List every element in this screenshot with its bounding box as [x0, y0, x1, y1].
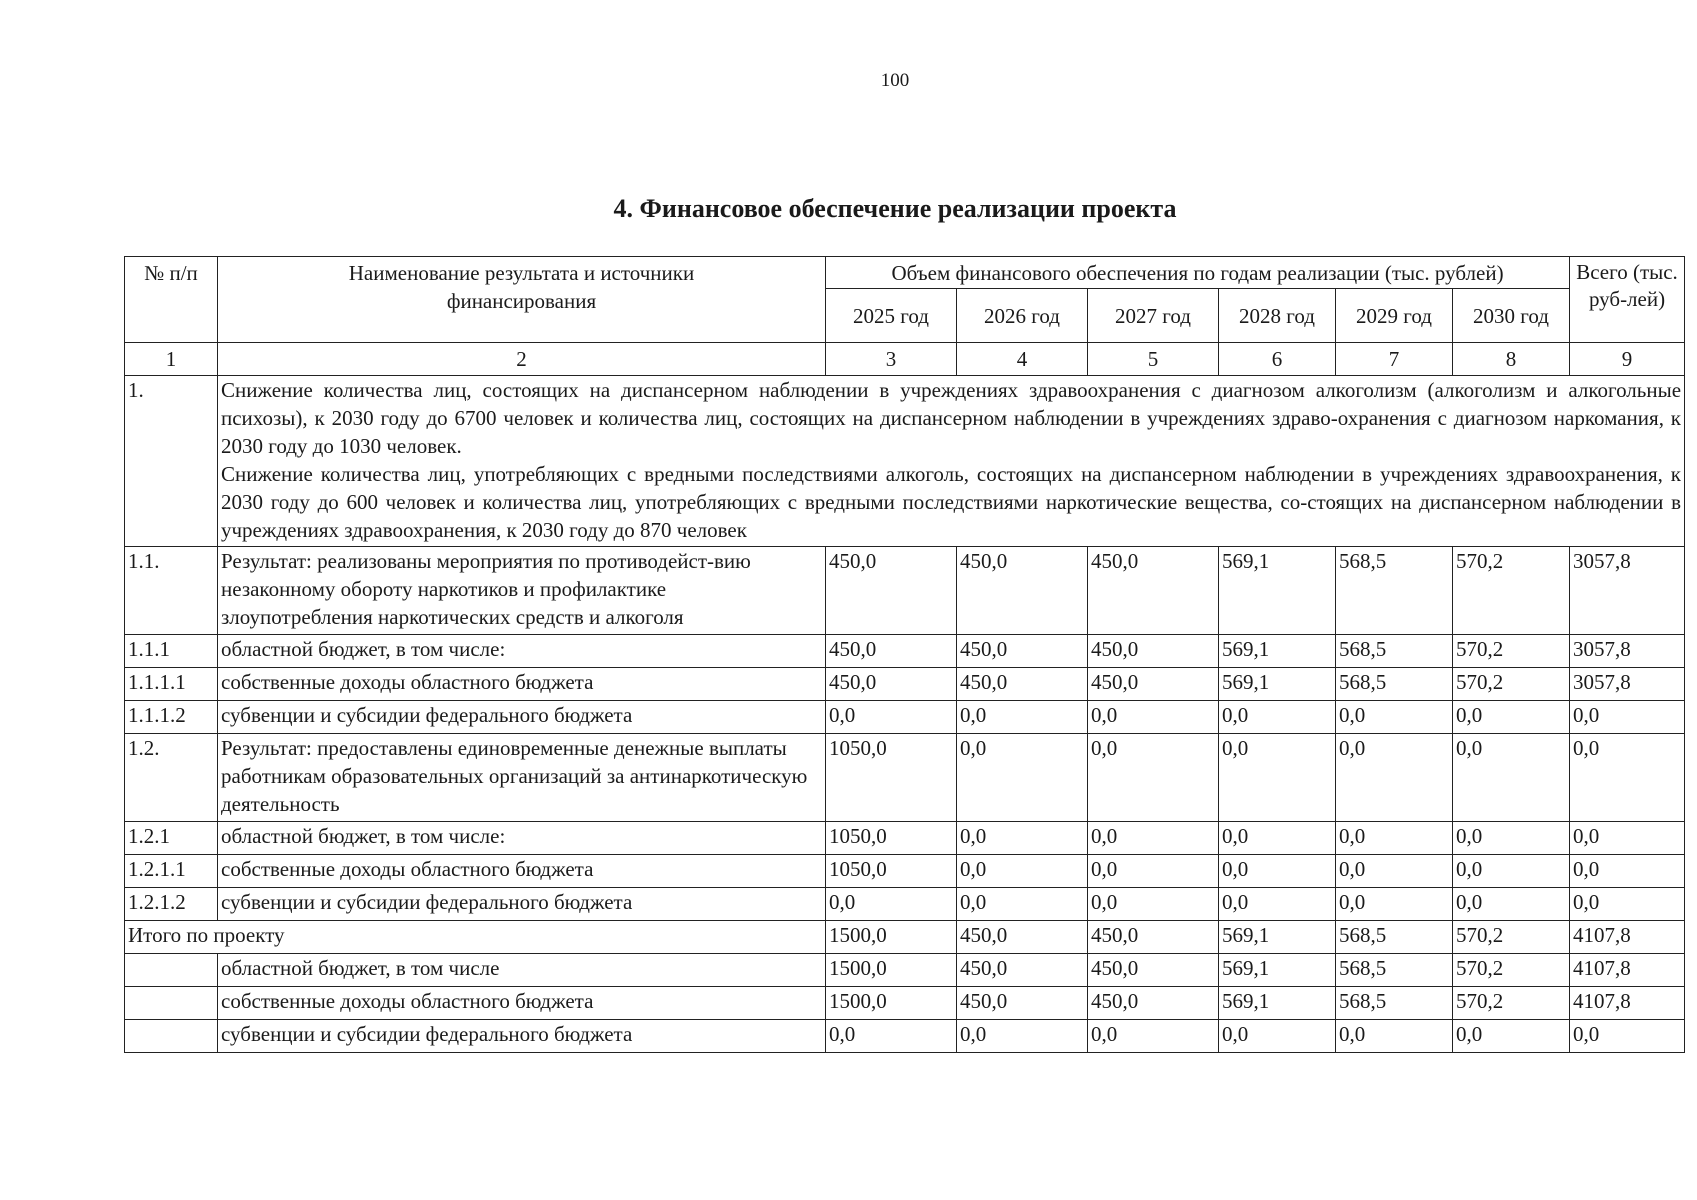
header-year: 2029 год: [1336, 289, 1453, 343]
column-number: 5: [1088, 343, 1219, 376]
goal-text-a: Снижение количества лиц, состоящих на диспансерном наблюдении в учреждениях здравоохранения с диагнозом алкоголизм (алкоголизм и алкогольные психозы), к 2030 году до 6700 человек и количества лиц, состоящих на диспансерном наблюдении в учреждениях здраво-охранения с диагнозом наркомания, к 2030 году до 1030 человек.: [221, 378, 1682, 458]
value-cell: 450,0: [826, 547, 957, 635]
column-number: 4: [957, 343, 1088, 376]
value-cell: 570,2: [1453, 668, 1570, 701]
value-cell: 0,0: [826, 1020, 957, 1053]
value-cell: 0,0: [1088, 888, 1219, 921]
header-row-1: [125, 257, 1685, 289]
value-cell: 0,0: [1453, 701, 1570, 734]
row-num: 1.2.1.1: [125, 855, 218, 888]
value-cell: 0,0: [1453, 888, 1570, 921]
value-cell: 568,5: [1336, 921, 1453, 954]
row-num-empty: [125, 1020, 218, 1053]
value-cell: 0,0: [1336, 734, 1453, 822]
row-name: собственные доходы областного бюджета: [218, 987, 826, 1020]
column-number: 6: [1219, 343, 1336, 376]
value-cell: 0,0: [1570, 701, 1685, 734]
table-row: [125, 734, 1685, 822]
row-name: областной бюджет, в том числе: [218, 954, 826, 987]
header-year: 2025 год: [826, 289, 957, 343]
column-number-row: [125, 343, 1685, 376]
header-volume: Объем финансового обеспечения по годам реализации (тыс. рублей): [826, 257, 1570, 289]
value-cell: 4107,8: [1570, 987, 1685, 1020]
value-cell: 450,0: [1088, 921, 1219, 954]
value-cell: 450,0: [957, 954, 1088, 987]
row-name: областной бюджет, в том числе:: [218, 822, 826, 855]
row-num: 1.2.1: [125, 822, 218, 855]
value-cell: 569,1: [1219, 547, 1336, 635]
table-body: [125, 257, 1685, 1053]
row-name: Результат: предоставлены единовременные денежные выплаты работникам образовательных организаций за антинаркотическую деятельность: [218, 734, 826, 822]
value-cell: 0,0: [1570, 1020, 1685, 1053]
row-num: 1.1.1.1: [125, 668, 218, 701]
value-cell: 4107,8: [1570, 954, 1685, 987]
value-cell: 0,0: [957, 822, 1088, 855]
header-name: Наименование результата и источники финансирования: [218, 257, 826, 343]
value-cell: 0,0: [1570, 888, 1685, 921]
value-cell: 0,0: [957, 888, 1088, 921]
value-cell: 568,5: [1336, 987, 1453, 1020]
value-cell: 568,5: [1336, 668, 1453, 701]
row-num: 1.1.: [125, 547, 218, 635]
totals-row: [125, 921, 1685, 954]
totals-sub-row: [125, 954, 1685, 987]
row-name: собственные доходы областного бюджета: [218, 668, 826, 701]
value-cell: 4107,8: [1570, 921, 1685, 954]
header-total: Всего (тыс. руб-лей): [1570, 257, 1685, 343]
value-cell: 0,0: [1453, 822, 1570, 855]
value-cell: 0,0: [1219, 888, 1336, 921]
value-cell: 0,0: [1336, 822, 1453, 855]
value-cell: 1500,0: [826, 987, 957, 1020]
value-cell: 569,1: [1219, 635, 1336, 668]
value-cell: 0,0: [826, 701, 957, 734]
row-num-empty: [125, 987, 218, 1020]
value-cell: 450,0: [1088, 635, 1219, 668]
value-cell: 0,0: [1219, 855, 1336, 888]
section-title: 4. Финансовое обеспечение реализации проекта: [613, 194, 1177, 223]
row-num: 1.1.1.2: [125, 701, 218, 734]
value-cell: 1050,0: [826, 855, 957, 888]
value-cell: 450,0: [1088, 987, 1219, 1020]
column-number: 7: [1336, 343, 1453, 376]
value-cell: 0,0: [1088, 734, 1219, 822]
value-cell: 568,5: [1336, 547, 1453, 635]
value-cell: 0,0: [826, 888, 957, 921]
page-number: 100: [880, 70, 910, 91]
table-row: [125, 701, 1685, 734]
value-cell: 0,0: [957, 1020, 1088, 1053]
table-row: [125, 822, 1685, 855]
value-cell: 0,0: [1088, 855, 1219, 888]
value-cell: 450,0: [1088, 547, 1219, 635]
table-row: [125, 668, 1685, 701]
value-cell: 0,0: [1453, 1020, 1570, 1053]
row-name: субвенции и субсидии федерального бюджета: [218, 888, 826, 921]
value-cell: 3057,8: [1570, 635, 1685, 668]
table-row: [125, 547, 1685, 635]
value-cell: 0,0: [1336, 888, 1453, 921]
row-name: собственные доходы областного бюджета: [218, 855, 826, 888]
value-cell: 1500,0: [826, 921, 957, 954]
value-cell: 450,0: [1088, 954, 1219, 987]
value-cell: 0,0: [1088, 822, 1219, 855]
value-cell: 0,0: [1219, 1020, 1336, 1053]
value-cell: 0,0: [1453, 734, 1570, 822]
row-num: 1.2.: [125, 734, 218, 822]
table-row: [125, 888, 1685, 921]
row-name: субвенции и субсидии федерального бюджета: [218, 701, 826, 734]
value-cell: 570,2: [1453, 547, 1570, 635]
value-cell: 450,0: [826, 668, 957, 701]
row-num: 1.1.1: [125, 635, 218, 668]
header-num: № п/п: [125, 257, 218, 343]
value-cell: 0,0: [1219, 701, 1336, 734]
value-cell: 450,0: [957, 921, 1088, 954]
value-cell: 450,0: [957, 987, 1088, 1020]
value-cell: 0,0: [1570, 855, 1685, 888]
value-cell: 0,0: [957, 701, 1088, 734]
value-cell: 569,1: [1219, 668, 1336, 701]
value-cell: 0,0: [1336, 855, 1453, 888]
header-year: 2028 год: [1219, 289, 1336, 343]
row-name: областной бюджет, в том числе:: [218, 635, 826, 668]
column-number: 8: [1453, 343, 1570, 376]
value-cell: 0,0: [1219, 822, 1336, 855]
value-cell: 568,5: [1336, 954, 1453, 987]
goal-text: [218, 376, 1685, 547]
goal-num: 1.: [125, 376, 218, 547]
value-cell: 0,0: [1570, 822, 1685, 855]
goal-text-b: Снижение количества лиц, употребляющих с вредными последствиями алкоголь, состоящих на диспансерном наблюдении в учреждениях здравоохранения, к 2030 году до 600 человек и количества лиц, употребляющих с вредными последствиями наркотические вещества, со-стоящих на диспансерном наблюдении в учреждениях здравоохранения, к 2030 году до 870 человек: [221, 462, 1682, 542]
value-cell: 1050,0: [826, 734, 957, 822]
table-row: [125, 635, 1685, 668]
value-cell: 0,0: [1088, 1020, 1219, 1053]
value-cell: 3057,8: [1570, 547, 1685, 635]
value-cell: 1050,0: [826, 822, 957, 855]
value-cell: 1500,0: [826, 954, 957, 987]
value-cell: 569,1: [1219, 954, 1336, 987]
value-cell: 568,5: [1336, 635, 1453, 668]
totals-sub-row: [125, 987, 1685, 1020]
value-cell: 0,0: [1219, 734, 1336, 822]
header-year: 2027 год: [1088, 289, 1219, 343]
value-cell: 450,0: [826, 635, 957, 668]
value-cell: 450,0: [957, 635, 1088, 668]
totals-sub-row: [125, 1020, 1685, 1053]
header-year: 2030 год: [1453, 289, 1570, 343]
value-cell: 450,0: [957, 547, 1088, 635]
row-name: субвенции и субсидии федерального бюджета: [218, 1020, 826, 1053]
column-number: 2: [218, 343, 826, 376]
value-cell: 0,0: [1453, 855, 1570, 888]
value-cell: 0,0: [1336, 1020, 1453, 1053]
financing-table: [124, 256, 1685, 1053]
totals-label: Итого по проекту: [125, 921, 826, 954]
row-name: Результат: реализованы мероприятия по противодейст-вию незаконному обороту наркотиков и профилактике злоупотребления наркотических средств и алкоголя: [218, 547, 826, 635]
value-cell: 0,0: [1336, 701, 1453, 734]
value-cell: 570,2: [1453, 954, 1570, 987]
value-cell: 450,0: [1088, 668, 1219, 701]
table-row: [125, 855, 1685, 888]
column-number: 3: [826, 343, 957, 376]
value-cell: 3057,8: [1570, 668, 1685, 701]
value-cell: 0,0: [1570, 734, 1685, 822]
row-num: 1.2.1.2: [125, 888, 218, 921]
goal-row: [125, 376, 1685, 547]
value-cell: 569,1: [1219, 921, 1336, 954]
value-cell: 0,0: [957, 734, 1088, 822]
value-cell: 569,1: [1219, 987, 1336, 1020]
column-number: 1: [125, 343, 218, 376]
value-cell: 570,2: [1453, 635, 1570, 668]
value-cell: 0,0: [957, 855, 1088, 888]
value-cell: 450,0: [957, 668, 1088, 701]
value-cell: 0,0: [1088, 701, 1219, 734]
header-year: 2026 год: [957, 289, 1088, 343]
value-cell: 570,2: [1453, 921, 1570, 954]
row-num-empty: [125, 954, 218, 987]
value-cell: 570,2: [1453, 987, 1570, 1020]
column-number: 9: [1570, 343, 1685, 376]
